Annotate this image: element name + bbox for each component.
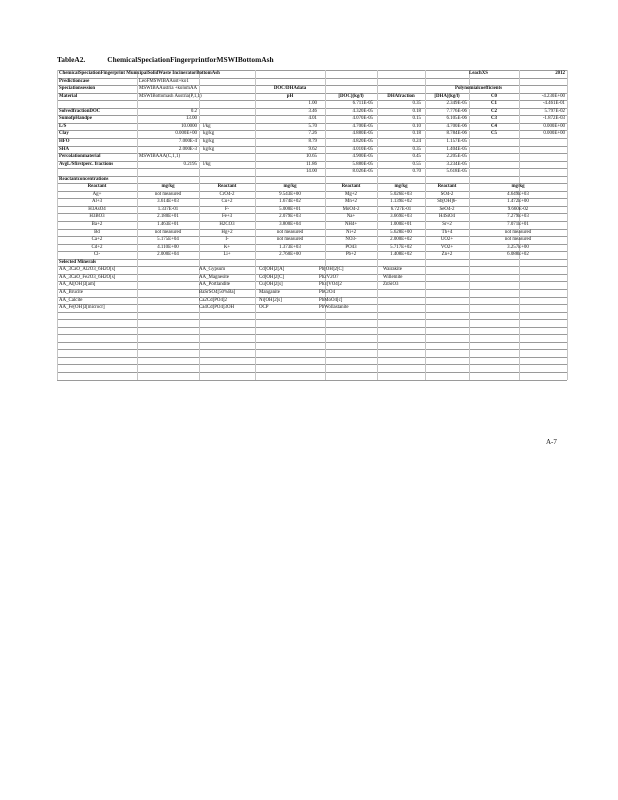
minerals-label: Selected Minerals — [59, 259, 97, 265]
mineral-name: Cu[OH]2[s] — [259, 282, 283, 288]
mineral-name: PbCrO4 — [319, 289, 336, 295]
reactant-name: H3AsO4 — [88, 206, 106, 212]
mineral-name: Ni[OH]2[s] — [259, 297, 282, 303]
mineral-name: Pb3[VO4]2 — [319, 282, 342, 288]
reactant-name: Sb[OH]6- — [437, 199, 457, 205]
coefficient-name: C1 — [491, 101, 497, 107]
reactant-name: Na+ — [346, 214, 356, 220]
param-value: 0.2 — [190, 108, 197, 114]
param-value: 2.000E-3 — [178, 146, 197, 152]
reactant-name: CrO4-2 — [219, 191, 235, 197]
doc-value: 4.820E-05 — [352, 138, 373, 144]
prediction-label: Predictioncase — [59, 78, 90, 84]
reactant-name: Ni+2 — [345, 229, 357, 235]
mineral-name: AA_Brucite — [59, 289, 83, 295]
dha-value: 7.776E-06 — [446, 108, 467, 114]
reactant-name: NH4+ — [344, 222, 358, 227]
reactant-value: not measured — [276, 229, 304, 235]
reactant-value: 2.180E+01 — [157, 214, 179, 220]
reactant-value: 5.175E+04 — [157, 237, 179, 243]
coefficient-name: C2 — [491, 108, 497, 114]
doc-value: 4.010E-05 — [352, 146, 373, 152]
dha-value: 4.700E-06 — [446, 123, 467, 129]
coefficient-name: C4 — [491, 123, 497, 129]
param-label: SHA — [59, 146, 70, 152]
ph-value: 11.86 — [306, 161, 317, 167]
page-number: A-7 — [546, 438, 557, 446]
row-divider — [57, 380, 567, 381]
param-value: 7.000E-4 — [178, 138, 197, 144]
reactant-value: 4.649E+03 — [507, 191, 529, 197]
prediction-value: LeoFMSWIBAAust+ko1 — [139, 78, 189, 84]
reactant-name: Ca+2 — [91, 237, 103, 243]
mineral-name: Manganite — [259, 289, 280, 295]
ph-value: 14.00 — [305, 169, 317, 175]
mineral-name: AA_Al[OH]3[am] — [59, 282, 96, 288]
param-label: HFO — [59, 138, 70, 144]
reactant-value: 6.727E-01 — [390, 206, 412, 212]
dha-fraction-value: 0.70 — [412, 169, 421, 175]
coefficient-value: 0.000E+00 — [543, 123, 565, 129]
reactant-name: H3BO3 — [89, 214, 105, 220]
doc-value: 6.711E-05 — [352, 101, 373, 107]
row-divider — [57, 327, 567, 328]
reactant-value: 2.000E+02 — [390, 237, 412, 243]
mineral-name: AA_3CaO_Al2O3_6H2O[s] — [59, 267, 116, 273]
reactant-value: 3.614E+03 — [157, 199, 179, 205]
reactant-name: H2CO3 — [219, 222, 235, 227]
ph-value: 8.79 — [308, 138, 317, 144]
reactant-section-label: Reactantconcentrations — [59, 176, 109, 182]
dha-fraction-value: 0.55 — [412, 161, 421, 167]
reactant-value: 5.000E+01 — [279, 206, 301, 212]
mineral-name: Willemite — [383, 274, 403, 280]
doc-kg-header: [DOC](kg/l) — [338, 93, 364, 99]
ph-value: 3.46 — [308, 108, 317, 114]
header-title: ChemicalSpeciationFingerprint MunicipalSolidWaste IncineratorBottomAsh — [59, 71, 220, 76]
row-divider — [57, 259, 567, 260]
ph-value: 9.62 — [308, 146, 317, 152]
dha-fraction-value: 0.10 — [412, 123, 421, 129]
mineral-name: Cd[OH]2[A] — [259, 267, 285, 273]
reactant-value: 2.079E+03 — [279, 214, 301, 220]
dha-value: 8.784E-06 — [446, 131, 467, 137]
reactant-value: 1.472E+00 — [507, 199, 529, 205]
table-title — [57, 55, 274, 64]
unit-header: mg/kg — [283, 184, 297, 190]
reactant-value: not measured — [504, 237, 532, 243]
param-label: Percolationmaterial — [59, 154, 101, 160]
reactant-name: Cd+2 — [91, 244, 103, 250]
reactant-name: K+ — [223, 244, 231, 250]
mineral-name: Cd[OH]2[C] — [259, 274, 284, 280]
param-value: 0.000E+00 — [175, 131, 197, 137]
dha-value: 6.105E-06 — [446, 116, 467, 122]
reactant-name: Li+ — [223, 252, 231, 258]
row-divider — [57, 364, 567, 365]
header-leachxs: LeachXS — [469, 71, 489, 76]
coefficient-name: C5 — [491, 131, 497, 137]
coefficient-value: 5.797E-02 — [544, 108, 565, 114]
coefficient-name: C3 — [491, 116, 497, 122]
reactant-value: 5.717E+02 — [390, 244, 412, 250]
mineral-name: AA_3CaO_Fe2O3_6H2O[s] — [59, 274, 116, 280]
mineral-name: AA_Fe[OH]3[microcr] — [59, 305, 105, 311]
reactant-name: Zn+2 — [441, 252, 453, 258]
material-value: MSWIBottomash Austria(P,1,1) — [139, 93, 202, 99]
reactant-name: Cu+2 — [221, 199, 233, 205]
reactant-value: 2.000E+04 — [157, 252, 179, 258]
row-divider — [57, 281, 567, 282]
reactant-name: Cl- — [93, 252, 101, 258]
reactant-value: 5.628E+00 — [390, 229, 412, 235]
doc-header: DOC/DHAdata — [273, 86, 307, 92]
unit-header: mg/kg — [161, 184, 175, 190]
mineral-name: AA_Gypsum — [199, 267, 226, 273]
ph-value: 10.65 — [305, 154, 317, 160]
param-label: SolvedfractionDOC — [59, 108, 101, 114]
mineral-name: AA_Calcite — [59, 297, 83, 303]
reactant-name: VO2+ — [440, 244, 454, 250]
ph-value: 1.00 — [308, 101, 317, 107]
dha-value: 1.404E-05 — [446, 146, 467, 152]
session-value: MSWIBAAustria +kolomAA — [139, 86, 198, 92]
mineral-name: OCP — [259, 305, 269, 311]
ph-header: pH — [286, 93, 294, 99]
reactant-value: 3.800E+04 — [279, 222, 301, 227]
unit-header: mg/kg — [394, 184, 408, 190]
row-divider — [57, 289, 567, 290]
ph-value: 5.70 — [308, 123, 317, 129]
reactant-name: H4SiO4 — [438, 214, 456, 220]
mineral-name: Wairakite — [383, 267, 402, 273]
reactant-value: 2.760E+00 — [279, 252, 301, 258]
dha-kg-header: [DHA](kg/l) — [434, 93, 460, 99]
dha-fraction-value: 0.35 — [412, 101, 421, 107]
session-label: Speciationsession — [59, 86, 96, 92]
row-divider — [57, 266, 567, 267]
reactant-header: Reactant — [437, 184, 457, 190]
reactant-name: PO43 — [345, 244, 357, 250]
row-divider — [57, 297, 567, 298]
reactant-name: Bd — [94, 229, 100, 235]
reactant-value: 9.660E-02 — [507, 206, 529, 212]
param-unit: kg/kg — [203, 131, 215, 137]
coefficient-value: -4.230E+00 — [541, 93, 565, 99]
ph-value: 4.01 — [308, 116, 317, 122]
mineral-name: Ca2Cd[PO4]2 — [199, 297, 227, 303]
coefficient-name: C0 — [491, 93, 497, 99]
coefficient-value: -4.461E-01 — [542, 101, 565, 107]
row-divider — [57, 334, 567, 335]
reactant-value: 1.463E+01 — [157, 222, 179, 227]
polynomial-header: Polynomialcoefficients — [455, 86, 502, 92]
reactant-name: Hg+2 — [221, 229, 233, 235]
reactant-value: 1.674E+02 — [279, 199, 301, 205]
dha-fraction-value: 0.18 — [412, 108, 421, 114]
dha-fraction-value: 0.35 — [412, 146, 421, 152]
reactant-value: not measured — [154, 191, 182, 197]
mineral-name: ZnSiO3 — [383, 282, 399, 288]
doc-value: 8.026E-05 — [352, 169, 373, 175]
dha-fraction-value: 0.24 — [412, 138, 421, 144]
reactant-name: Fe+3 — [221, 214, 233, 220]
param-unit: kg/kg — [203, 146, 215, 152]
unit-header: mg/kg — [511, 184, 525, 190]
row-divider — [57, 176, 567, 177]
doc-value: 4.070E-05 — [352, 116, 373, 122]
reactant-value: 4.110E+00 — [157, 244, 179, 250]
row-divider — [57, 274, 567, 275]
reactant-value: 7.071E+01 — [507, 222, 529, 227]
reactant-name: F- — [224, 206, 230, 212]
reactant-value: 3.669E+03 — [390, 214, 412, 220]
material-label: Material — [59, 93, 78, 99]
ph-value: 7.26 — [308, 131, 317, 137]
row-divider — [57, 357, 567, 358]
table-label: TableA2. — [57, 55, 86, 64]
reactant-name: Ba+2 — [91, 222, 103, 227]
doc-value: 4.320E-05 — [352, 108, 373, 114]
reactant-value: not measured — [276, 237, 304, 243]
row-divider — [57, 78, 567, 79]
reactant-name: I- — [225, 237, 229, 243]
doc-value: 4.880E-05 — [352, 131, 373, 137]
dha-value: 1.157E-05 — [446, 138, 467, 144]
reactant-value: 3.257E+00 — [507, 244, 529, 250]
doc-value: 4.900E-05 — [352, 154, 373, 160]
mineral-name: Pb[OH]2[C] — [319, 267, 344, 273]
reactant-name: Al+3 — [91, 199, 103, 205]
dha-fraction-value: 0.45 — [412, 154, 421, 160]
param-unit: l/kg — [203, 123, 211, 129]
reactant-value: not measured — [504, 229, 532, 235]
reactant-name: Sr+2 — [442, 222, 452, 227]
param-unit: kg/kg — [203, 138, 215, 144]
param-value: MSWIBAAA(C,1,1) — [139, 154, 181, 160]
reactant-value: not measured — [154, 229, 182, 235]
column-divider — [567, 70, 568, 380]
reactant-value: 9.543E+00 — [279, 191, 301, 197]
reactant-value: 6.088E+02 — [507, 252, 529, 258]
reactant-name: Th+4 — [441, 229, 453, 235]
reactant-header: Reactant — [217, 184, 237, 190]
dha-value: 3.234E-05 — [446, 161, 467, 167]
reactant-value: 1.000E+01 — [390, 222, 412, 227]
coefficient-value: 0.000E+00 — [543, 131, 565, 137]
reactant-value: 5.026E+03 — [390, 191, 412, 197]
param-label: AvgL/Sfirstperc. fractions — [59, 161, 114, 167]
row-divider — [57, 372, 567, 373]
reactant-header: Reactant — [87, 184, 107, 190]
reactant-value: 1.139E+02 — [390, 199, 412, 205]
param-unit: l/kg — [203, 161, 211, 167]
param-value: 0.2195 — [183, 161, 197, 167]
mineral-name: PbMoO4[c] — [319, 297, 343, 303]
dha-fraction-header: DHAfraction — [387, 93, 415, 99]
mineral-name: AA_Magnesite — [199, 274, 229, 280]
doc-value: 4.700E-05 — [352, 123, 373, 129]
reactant-name: Pb+2 — [345, 252, 357, 258]
doc-value: 5.880E-05 — [352, 161, 373, 167]
reactant-name: SeO4-2 — [439, 206, 455, 212]
header-year: 2012 — [555, 71, 565, 76]
reactant-name: NO3- — [345, 237, 357, 243]
dha-value: 5.618E-05 — [446, 169, 467, 175]
row-divider — [57, 349, 567, 350]
param-label: L/S — [59, 123, 67, 129]
mineral-name: Ca4Cd[PO4]3OH — [199, 305, 235, 311]
param-value: 10.0000 — [181, 123, 197, 129]
mineral-name: AA_Portlandite — [199, 282, 230, 288]
param-label: SumofpHandpe — [59, 116, 92, 122]
coefficient-value: -1.872E-03 — [542, 116, 565, 122]
mineral-name: Pb2V2O7 — [319, 274, 339, 280]
reactant-name: Mg+2 — [345, 191, 357, 197]
dha-value: 2.349E-05 — [446, 101, 467, 107]
speciation-table — [57, 70, 567, 380]
param-value: 13.00 — [185, 116, 197, 122]
row-divider — [57, 342, 567, 343]
reactant-name: Ag+ — [92, 191, 102, 197]
reactant-value: 1.373E+03 — [279, 244, 301, 250]
mineral-name: PbWollastanite — [319, 305, 349, 311]
reactant-name: SO4-2 — [440, 191, 454, 197]
reactant-value: 7.279E+03 — [507, 214, 529, 220]
table-name: ChemicalSpeciationFingerprintforMSWIBottomAsh — [107, 55, 274, 64]
reactant-value: 1.337E-01 — [157, 206, 179, 212]
mineral-name: BaSrSO4[50%Ba] — [199, 289, 236, 295]
dha-fraction-value: 0.15 — [412, 116, 421, 122]
reactant-header: Reactant — [341, 184, 361, 190]
param-label: Clay — [59, 131, 69, 137]
row-divider — [57, 312, 567, 313]
reactant-name: MoO4-2 — [342, 206, 360, 212]
dha-fraction-value: 0.18 — [412, 131, 421, 137]
reactant-value: 1.408E+02 — [390, 252, 412, 258]
row-divider — [57, 304, 567, 305]
dha-value: 2.205E-05 — [446, 154, 467, 160]
reactant-name: UO2+ — [440, 237, 454, 243]
reactant-name: Mn+2 — [345, 199, 357, 205]
row-divider — [57, 319, 567, 320]
